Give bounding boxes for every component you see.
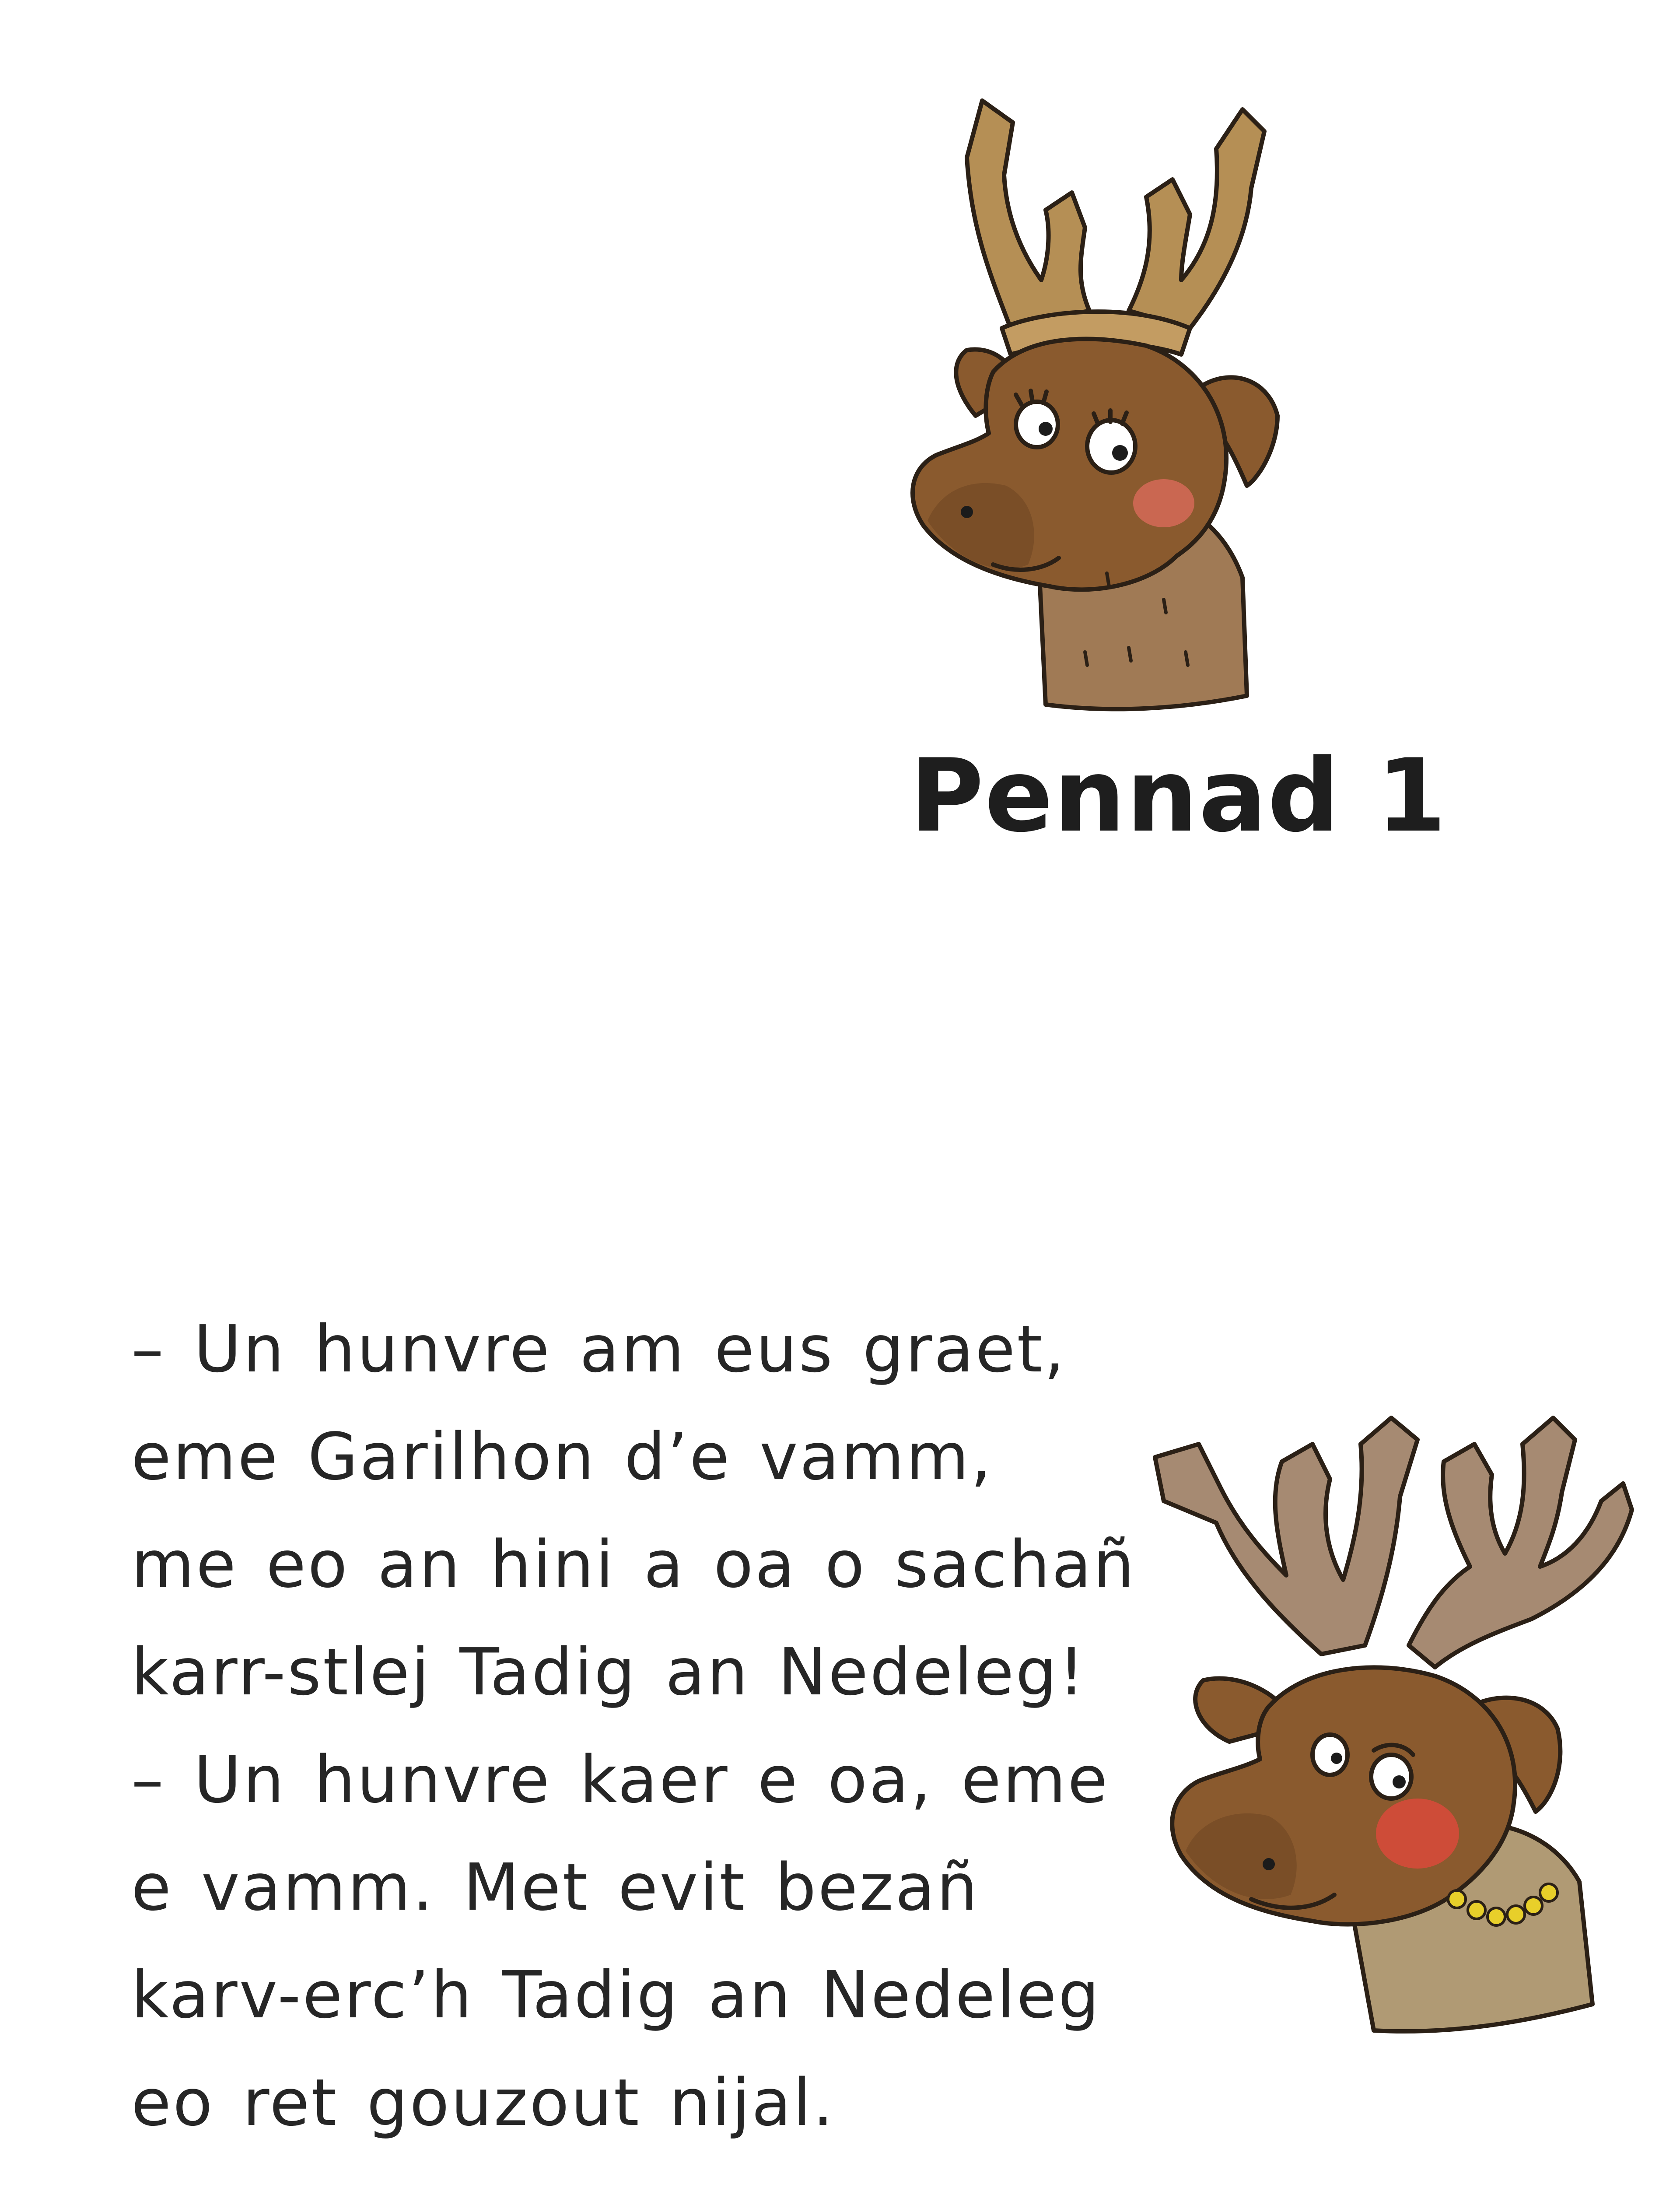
text-line: karv-erc’h Tadig an Nedeleg — [131, 1957, 1101, 2033]
reindeer-head-illustration-top — [901, 83, 1295, 718]
text-line: – Un hunvre kaer e oa, eme — [131, 1742, 1110, 1817]
text-line: eo ret gouzout nijal. — [131, 2065, 835, 2140]
text-line: me eo an hini a oa o sachañ — [131, 1527, 1136, 1602]
text-line: eme Garilhon d’e vamm, — [131, 1419, 993, 1494]
text-line: e vamm. Met evit bezañ — [131, 1850, 980, 1925]
text-line: – Un hunvre am eus graet, — [131, 1311, 1067, 1387]
text-line: karr-stlej Tadig an Nedeleg! — [131, 1634, 1086, 1710]
reindeer-head-illustration-bottom — [1138, 1392, 1636, 2035]
story-text — [131, 1295, 1181, 2156]
chapter-title: Pennad 1 — [910, 738, 1447, 855]
